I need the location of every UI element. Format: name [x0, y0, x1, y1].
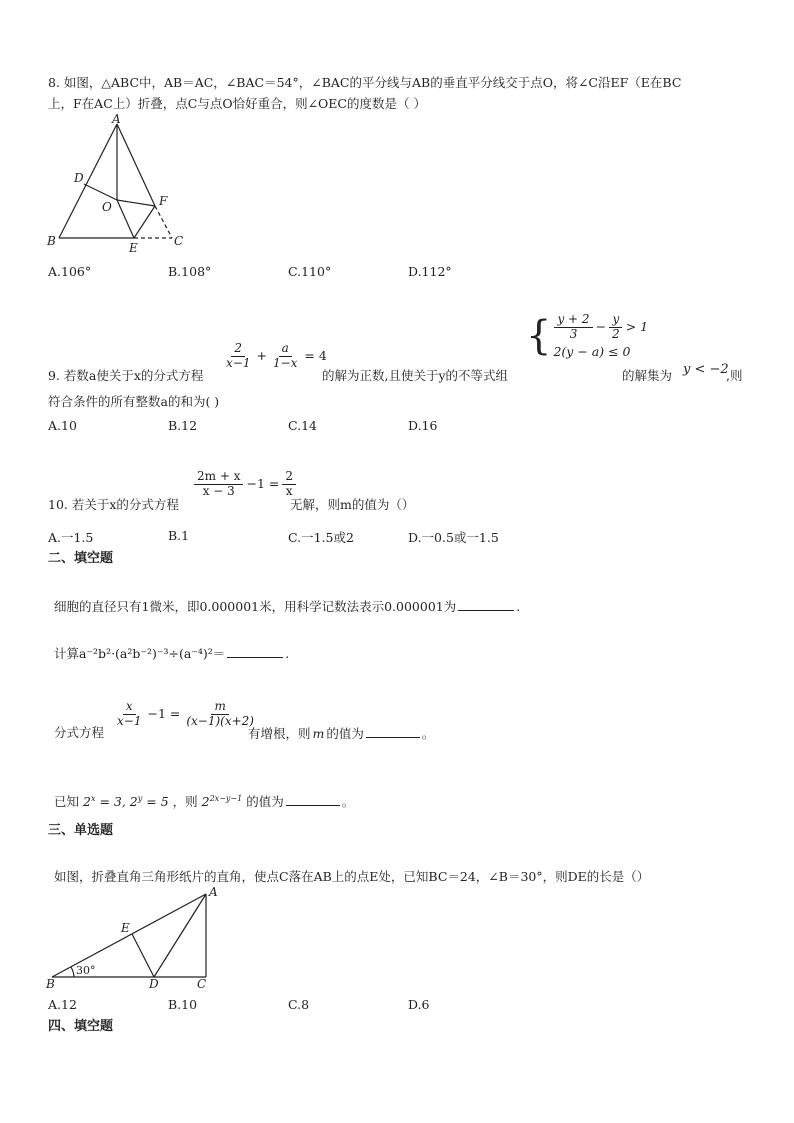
single1-option-a[interactable]: A.12: [48, 997, 77, 1012]
fill4-suffix: 的值为: [246, 794, 284, 809]
fill3-tail: [248, 725, 434, 742]
single1-option-c[interactable]: C.8: [288, 997, 310, 1012]
q10-suffix: 无解，则m的值为（）: [290, 497, 415, 512]
fill3-equation: [113, 700, 258, 729]
fill3-end: 。: [421, 726, 435, 741]
q9-ineq1-a-den: 3: [569, 326, 578, 341]
fill1-text: 细胞的直径只有1微米，即0.000001米，用科学记数法表示0.000001为: [54, 599, 457, 614]
q8-label-c: C: [174, 234, 184, 248]
fill4-answer-blank[interactable]: [286, 793, 340, 806]
q8-label-o: O: [102, 200, 112, 214]
single1-text: 如图，折叠直角三角形纸片的直角，使点C落在AB上的点E处，已知BC＝24，∠B＝30°，则DE的长是（）: [54, 869, 650, 884]
fill4-mid: ，则: [172, 794, 198, 809]
fill3-suffix: 有增根，则: [248, 726, 311, 741]
single1-label-b: B: [46, 977, 55, 991]
q8-label-e: E: [129, 241, 138, 255]
fill3-suffix2: 的值为: [326, 726, 364, 741]
q9-option-b[interactable]: B.12: [168, 418, 198, 433]
q10-prefix: 10. 若关于x的分式方程: [48, 497, 179, 512]
single1-label-e: E: [121, 921, 130, 935]
fill3-f2-num: m: [211, 700, 228, 715]
q10-option-d[interactable]: D.一0.5或一1.5: [408, 530, 499, 545]
fill2-end: .: [285, 646, 290, 661]
fill4-prefix: 已知: [54, 794, 80, 809]
fill4-condition: $2^x = 3$, $2^y = 5$: [83, 793, 169, 809]
q9-ineq1-rhs: > 1: [625, 319, 649, 335]
q9-option-c[interactable]: C.14: [288, 418, 317, 433]
q8-text-line2: 上，F在AC上）折叠，点C与点O恰好重合，则∠OEC的度数是（ ）: [48, 96, 426, 111]
q10-frac2-num: 2: [282, 470, 296, 485]
section-title-single-choice: 三、单选题: [48, 823, 114, 838]
fill4: [54, 793, 354, 810]
fill3-f1-den: x−1: [117, 713, 142, 728]
fill3-mid: −1 =: [147, 706, 181, 722]
q9-inequality-system: [526, 313, 648, 359]
single1-label-c: C: [197, 977, 207, 991]
q8-label-d: D: [74, 171, 84, 185]
q10-frac1-num: 2m + x: [194, 470, 243, 485]
q9-end-text: ,则: [726, 368, 743, 383]
q9-prefix: 9. 若数a使关于x的分式方程: [48, 368, 204, 383]
q10-minus-one: −1 =: [246, 476, 280, 492]
q10-option-c[interactable]: C.一1.5或2: [288, 530, 354, 545]
q8-option-a[interactable]: A.106°: [48, 264, 92, 279]
single1-option-b[interactable]: B.10: [168, 997, 198, 1012]
fill3-f1-num: x: [123, 700, 136, 715]
q9-brace: {: [526, 313, 552, 360]
fill1: [54, 598, 520, 615]
fill3-prefix: 分式方程: [54, 725, 105, 740]
single1-label-a: A: [209, 886, 218, 899]
q10-frac2-den: x: [285, 483, 293, 498]
q9-eq-left-den: x−1: [226, 355, 251, 370]
q9-inequality-1: [553, 313, 648, 342]
q10-frac1-den: x − 3: [202, 483, 235, 498]
section-title-fill-in-2: 四、填空题: [48, 1019, 114, 1034]
q8-label-b: B: [47, 234, 56, 248]
q8-option-c[interactable]: C.110°: [288, 264, 332, 279]
fill4-end: 。: [341, 794, 355, 809]
q9-solution: y < −2: [683, 362, 729, 377]
section-title-fill-in: 二、填空题: [48, 551, 114, 566]
q8-text-line1: 8. 如图，△ABC中，AB＝AC，∠BAC＝54°，∠BAC的平分线与AB的垂直平分线交于点O，将∠C沿EF（E在BC: [48, 75, 682, 90]
fill3-answer-blank[interactable]: [366, 725, 420, 738]
q9-inequality-2: 2(y − a) ≤ 0: [553, 343, 631, 359]
q8-option-d[interactable]: D.112°: [408, 264, 452, 279]
single1-label-d: D: [149, 977, 159, 991]
q9-ineq1-minus: −: [595, 319, 607, 335]
q8-label-f: F: [159, 194, 168, 208]
fill1-end: .: [516, 599, 521, 614]
q9-option-d[interactable]: D.16: [408, 418, 438, 433]
q9-ineq1-b-den: 2: [612, 326, 620, 341]
q9-line2: 符合条件的所有整数a的和为( ): [48, 394, 220, 409]
single1-figure: [44, 886, 224, 996]
q10-option-a[interactable]: A.一1.5: [48, 530, 94, 545]
q9-eq-rhs: = 4: [304, 348, 327, 364]
q8-figure: [44, 112, 194, 257]
q9-eq-plus: +: [256, 348, 267, 364]
fill2-text: 计算a⁻²b²·(a²b⁻²)⁻³÷(a⁻⁴)²＝: [54, 646, 226, 661]
q9-equation: [222, 342, 327, 371]
q9-eq-right-num: a: [279, 342, 292, 357]
fill4-expression: $2^{2x-y-1}$: [201, 793, 243, 809]
fill1-answer-blank[interactable]: [458, 598, 514, 611]
fill3-var: m: [312, 726, 325, 741]
single1-option-d[interactable]: D.6: [408, 997, 430, 1012]
fill3-f2-den: (x−1)(x+2): [186, 713, 254, 728]
q9-eq-right-den: 1−x: [272, 355, 298, 370]
q8-option-b[interactable]: B.108°: [168, 264, 212, 279]
q10-equation: [193, 470, 297, 499]
q9-option-a[interactable]: A.10: [48, 418, 77, 433]
q9-ineq1-b-num: y: [609, 313, 622, 328]
q9-eq-left-num: 2: [231, 342, 245, 357]
q9-mid-text: 的解为正数,且使关于y的不等式组: [322, 368, 509, 383]
q8-label-a: A: [112, 112, 121, 126]
q9-after-text: 的解集为: [622, 368, 673, 383]
fill2: [54, 645, 289, 662]
q9-ineq1-a-num: y + 2: [554, 313, 592, 328]
q10-option-b[interactable]: B.1: [168, 528, 190, 543]
single1-angle-label: 30°: [76, 964, 96, 977]
fill2-answer-blank[interactable]: [227, 645, 283, 658]
